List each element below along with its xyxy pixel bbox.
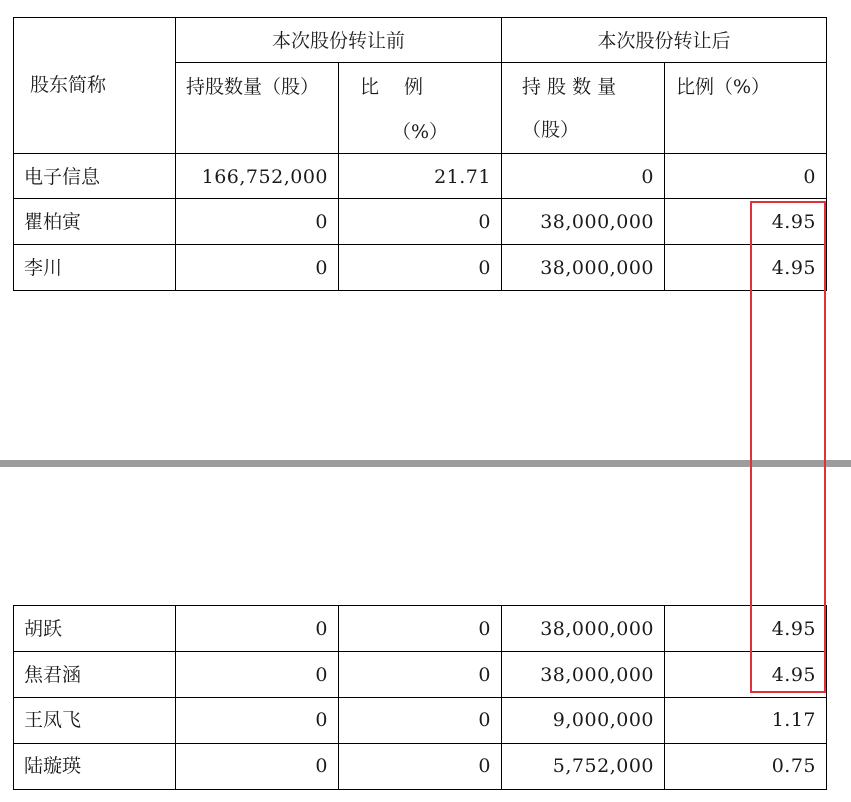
after-shares-value: 9,000,000 [552,709,654,731]
after-shares-value: 38,000,000 [540,618,654,640]
shareholder-name: 焦君涵 [24,664,82,686]
header-before-transfer: 本次股份转让前 [271,30,405,52]
after-ratio-value: 0.75 [771,755,816,777]
header-shareholder: 股东简称 [30,74,107,96]
before-ratio-value: 0 [478,755,491,777]
after-shares-value: 5,752,000 [552,755,654,777]
before-shares-value: 0 [315,664,328,686]
header-before-ratio: 比 例 [360,76,424,98]
ratio-highlight-box [750,201,826,693]
before-ratio-value: 0 [478,257,491,279]
after-shares-value: 38,000,000 [540,211,654,233]
shareholder-name: 瞿柏寅 [24,211,82,233]
shareholder-name: 王凤飞 [24,709,82,731]
shareholder-name: 电子信息 [24,166,101,188]
before-shares-value: 0 [315,755,328,777]
after-ratio-value: 0 [803,166,816,188]
after-shares-value: 38,000,000 [540,257,654,279]
before-ratio-value: 0 [478,618,491,640]
after-ratio-value: 1.17 [771,709,816,731]
header-after-shares: 持 股 数 量 [522,76,617,98]
shareholder-name: 李川 [24,257,63,279]
before-ratio-value: 0 [478,709,491,731]
after-shares-value: 0 [641,166,654,188]
header-after-transfer: 本次股份转让后 [597,30,731,52]
after-ratio-value: 4.95 [771,211,816,233]
header-before-ratio-unit: （%） [391,121,449,143]
before-shares-value: 0 [315,709,328,731]
shareholder-name: 胡跃 [24,618,63,640]
before-shares-value: 166,752,000 [201,166,328,188]
before-ratio-value: 0 [478,664,491,686]
header-before-shares: 持股数量（股） [186,76,320,98]
header-after-shares-unit: （股） [522,119,580,141]
after-ratio-value: 4.95 [771,664,816,686]
before-ratio-value: 0 [478,211,491,233]
before-shares-value: 0 [315,257,328,279]
after-ratio-value: 4.95 [771,618,816,640]
shareholder-name: 陆璇瑛 [24,755,82,777]
after-shares-value: 38,000,000 [540,664,654,686]
page-break-divider [0,460,851,467]
before-ratio-value: 21.71 [434,166,491,188]
header-after-ratio: 比例（%） [676,76,771,98]
before-shares-value: 0 [315,211,328,233]
before-shares-value: 0 [315,618,328,640]
after-ratio-value: 4.95 [771,257,816,279]
